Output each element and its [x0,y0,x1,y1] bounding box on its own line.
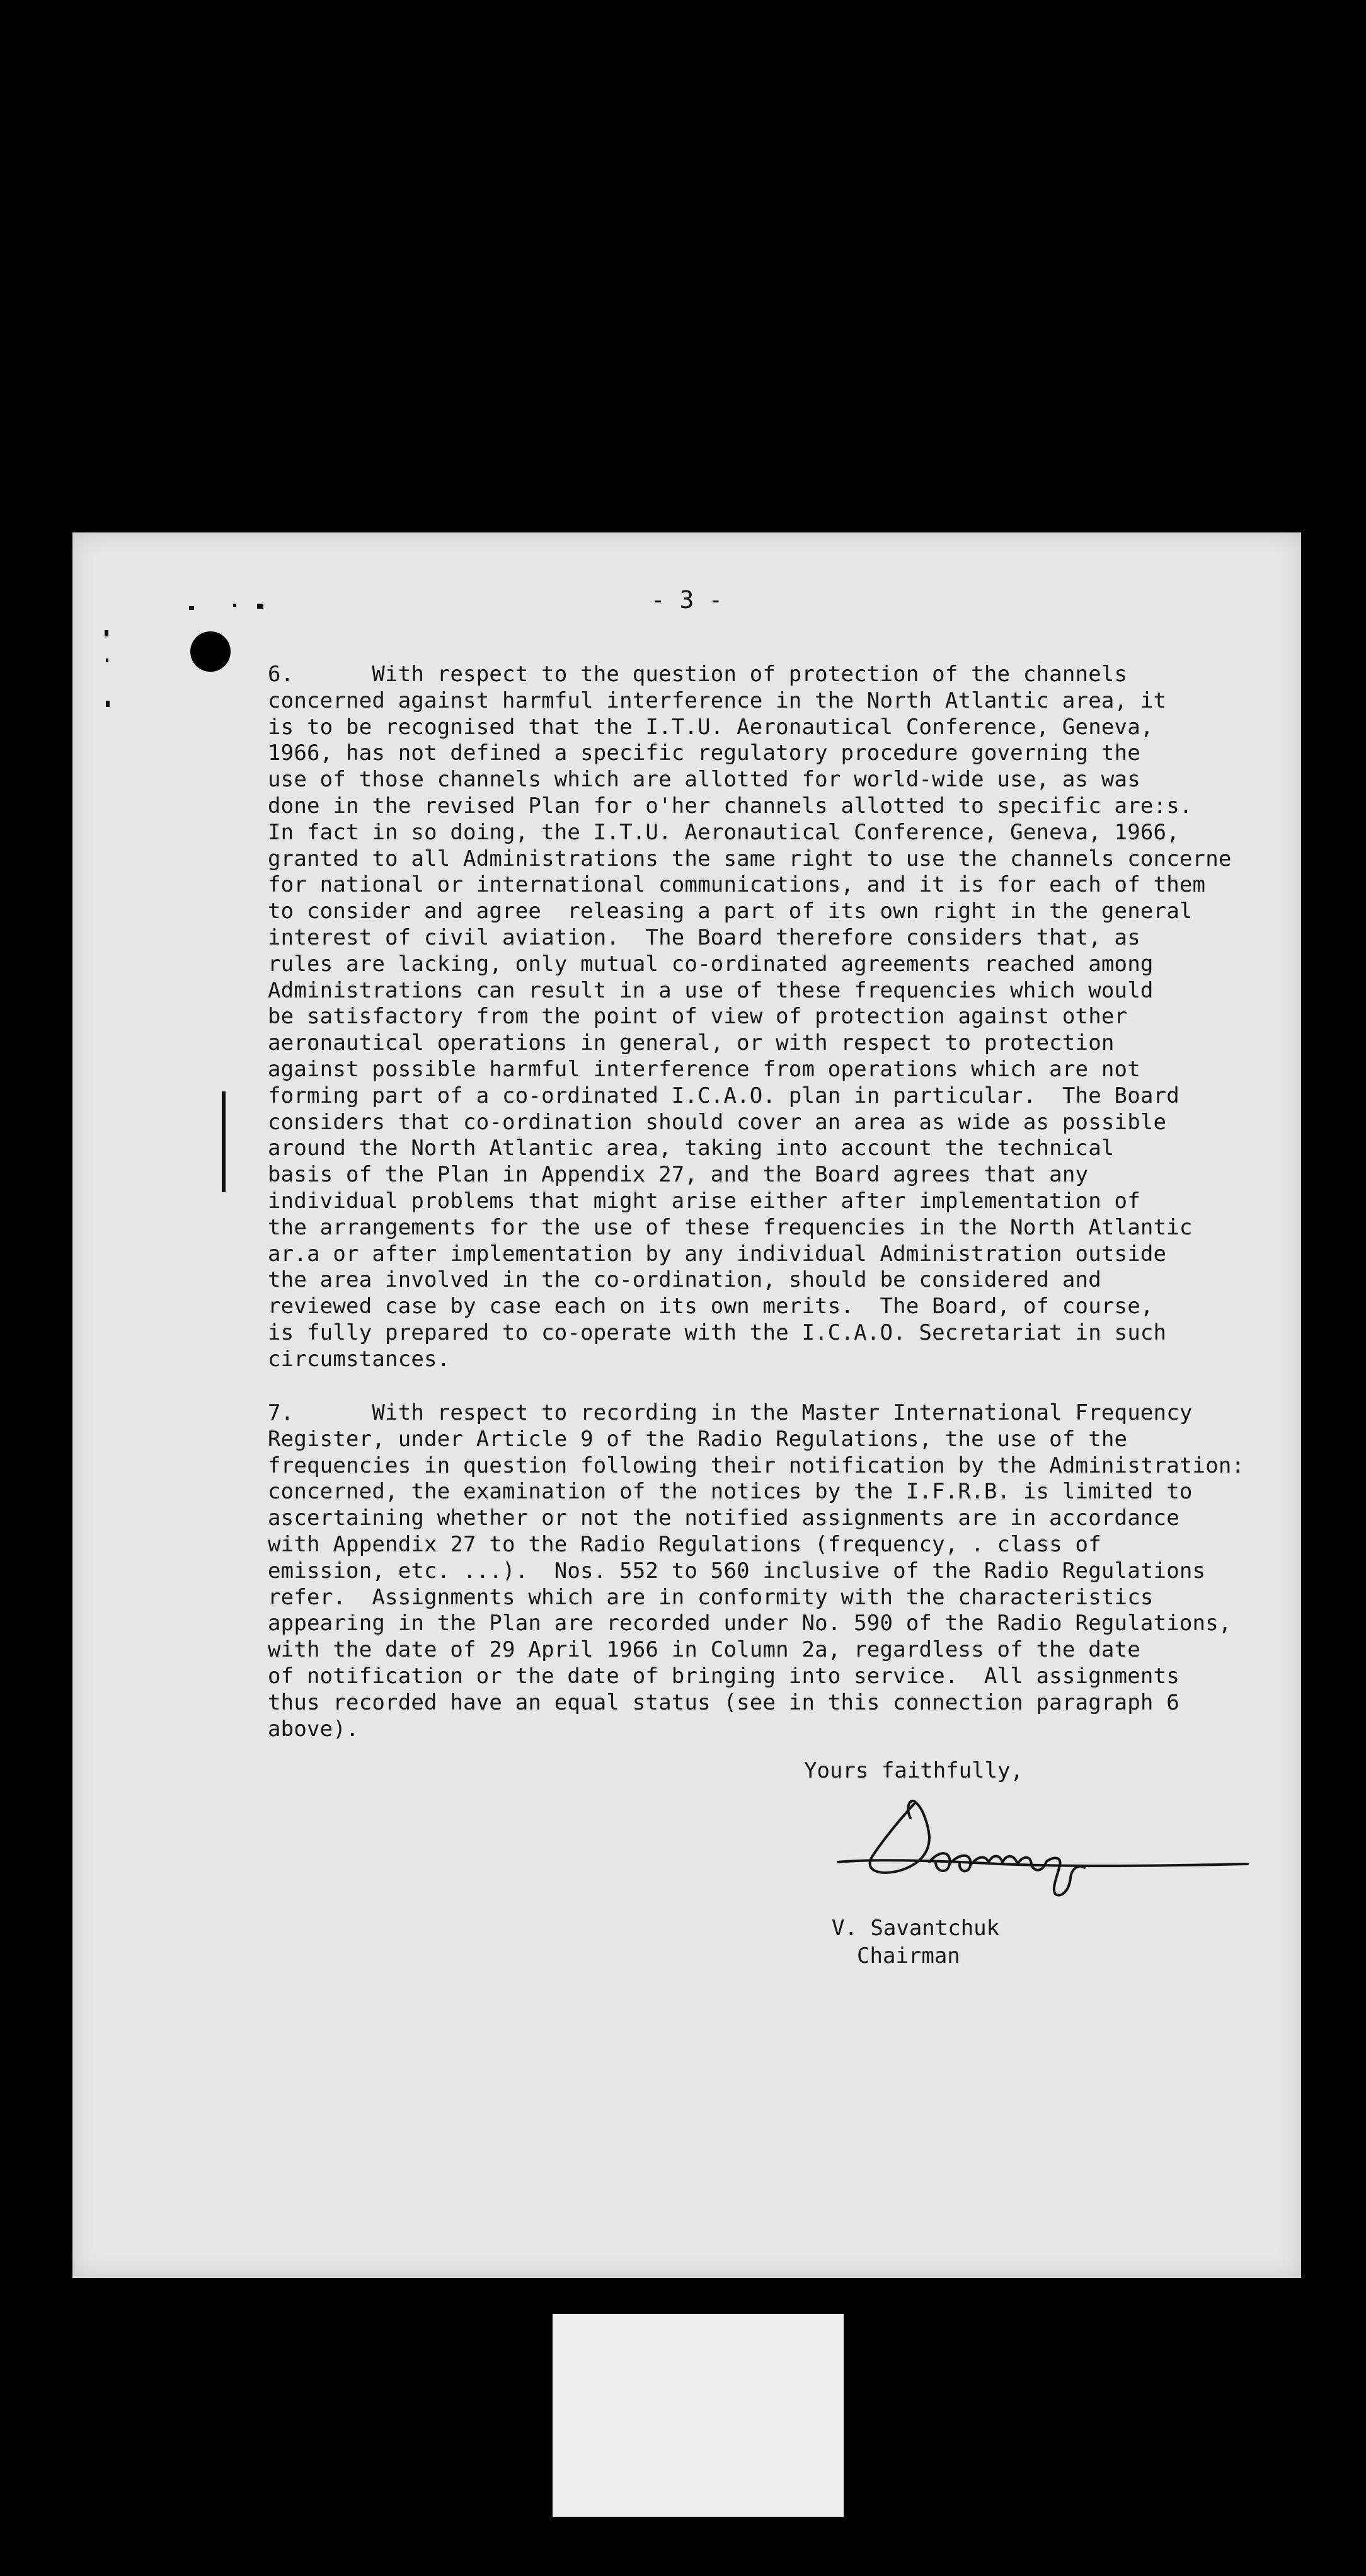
paragraph-6-line: done in the revised Plan for o'her channels allotted to specific are:s. [268,793,1193,819]
paragraph-6-line: concerned against harmful interference in the North Atlantic area, it [268,687,1167,713]
margin-speck [106,701,110,707]
margin-line [222,1091,226,1192]
signer-name: V. Savantchuk [832,1916,1000,1941]
paragraph-6-line: against possible harmful interference from operations which are not [268,1056,1140,1082]
paragraph-7-line: thus recorded have an equal status (see in this connection paragraph 6 [268,1689,1179,1715]
paragraph-6-line: forming part of a co-ordinated I.C.A.O. plan in particular. The Board [268,1083,1179,1108]
paragraph-7 [268,1400,1244,1742]
margin-speck [257,604,263,609]
signer-title: Chairman [857,1943,960,1969]
paragraph-6-line: interest of civil aviation. The Board therefore considers that, as [268,924,1140,950]
paragraph-6-line: for national or international communications, and it is for each of them [268,872,1206,898]
paragraph-6-line: circumstances. [268,1346,451,1372]
paragraph-7-line: ascertaining whether or not the notified assignments are in accordance [268,1505,1179,1531]
paragraph-7-line: 7. With respect to recording in the Master International Frequency [268,1400,1193,1425]
paragraph-7-line: above). [268,1716,359,1742]
closing-salutation: Yours faithfully, [804,1758,1023,1783]
paragraph-7-line: emission, etc. ...). Nos. 552 to 560 inclusive of the Radio Regulations [268,1558,1206,1584]
page-number: - 3 - [650,586,723,614]
margin-speck [105,630,108,636]
paragraph-7-line: with Appendix 27 to the Radio Regulations (frequency, . class of [268,1531,1101,1557]
margin-speck [189,606,194,610]
margin-speck [106,658,108,662]
signature-image [835,1790,1251,1900]
paragraph-6-line: basis of the Plan in Appendix 27, and the Board agrees that any [268,1162,1089,1188]
paragraph-6-line: reviewed case by case each on its own merits. The Board, of course, [268,1294,1154,1320]
paragraph-6-line: individual problems that might arise either after implementation of [268,1188,1140,1214]
paragraph-6-line: the arrangements for the use of these frequencies in the North Atlantic [268,1214,1193,1240]
paragraph-7-line: frequencies in question following their notification by the Administration: [268,1452,1245,1478]
paragraph-6-line: to consider and agree releasing a part of its own right in the general [268,899,1193,924]
paragraph-6-line: be satisfactory from the point of view of protection against other [268,1004,1128,1030]
paragraph-6 [268,662,1232,1373]
paragraph-7-line: appearing in the Plan are recorded under No. 590 of the Radio Regulations, [268,1611,1232,1636]
blank-card [553,2314,844,2517]
paragraph-6-line: 1966, has not defined a specific regulatory procedure governing the [268,740,1140,766]
margin-speck [233,604,236,607]
paragraph-6-line: rules are lacking, only mutual co-ordinated agreements reached among [268,951,1154,977]
paragraph-6-line: 6. With respect to the question of protection of the channels [268,662,1128,687]
paragraph-6-line: granted to all Administrations the same right to use the channels concerne [268,846,1232,871]
paragraph-7-line: of notification or the date of bringing into service. All assignments [268,1663,1179,1689]
paragraph-7-line: Register, under Article 9 of the Radio Regulations, the use of the [268,1426,1128,1452]
paragraph-6-line: around the North Atlantic area, taking into account the technical [268,1136,1115,1161]
paragraph-7-line: with the date of 29 April 1966 in Column 2a, regardless of the date [268,1637,1140,1663]
paragraph-6-line: aeronautical operations in general, or with respect to protection [268,1030,1115,1056]
paragraph-6-line: is to be recognised that the I.T.U. Aeronautical Conference, Geneva, [268,714,1154,740]
paragraph-6-line: use of those channels which are allotted for world-wide use, as was [268,767,1140,793]
paragraph-6-line: ar.a or after implementation by any individual Administration outside [268,1241,1167,1267]
punch-hole [190,631,231,672]
paragraph-6-line: considers that co-ordination should cover an area as wide as possible [268,1109,1167,1135]
paragraph-6-line: the area involved in the co-ordination, should be considered and [268,1267,1101,1293]
paragraph-7-line: refer. Assignments which are in conformity with the characteristics [268,1584,1154,1610]
paragraph-6-line: is fully prepared to co-operate with the I.C.A.O. Secretariat in such [268,1320,1167,1345]
paragraph-6-line: In fact in so doing, the I.T.U. Aeronautical Conference, Geneva, 1966, [268,819,1179,845]
paragraph-6-line: Administrations can result in a use of these frequencies which would [268,977,1154,1003]
paragraph-7-line: concerned, the examination of the notices by the I.F.R.B. is limited to [268,1479,1193,1505]
